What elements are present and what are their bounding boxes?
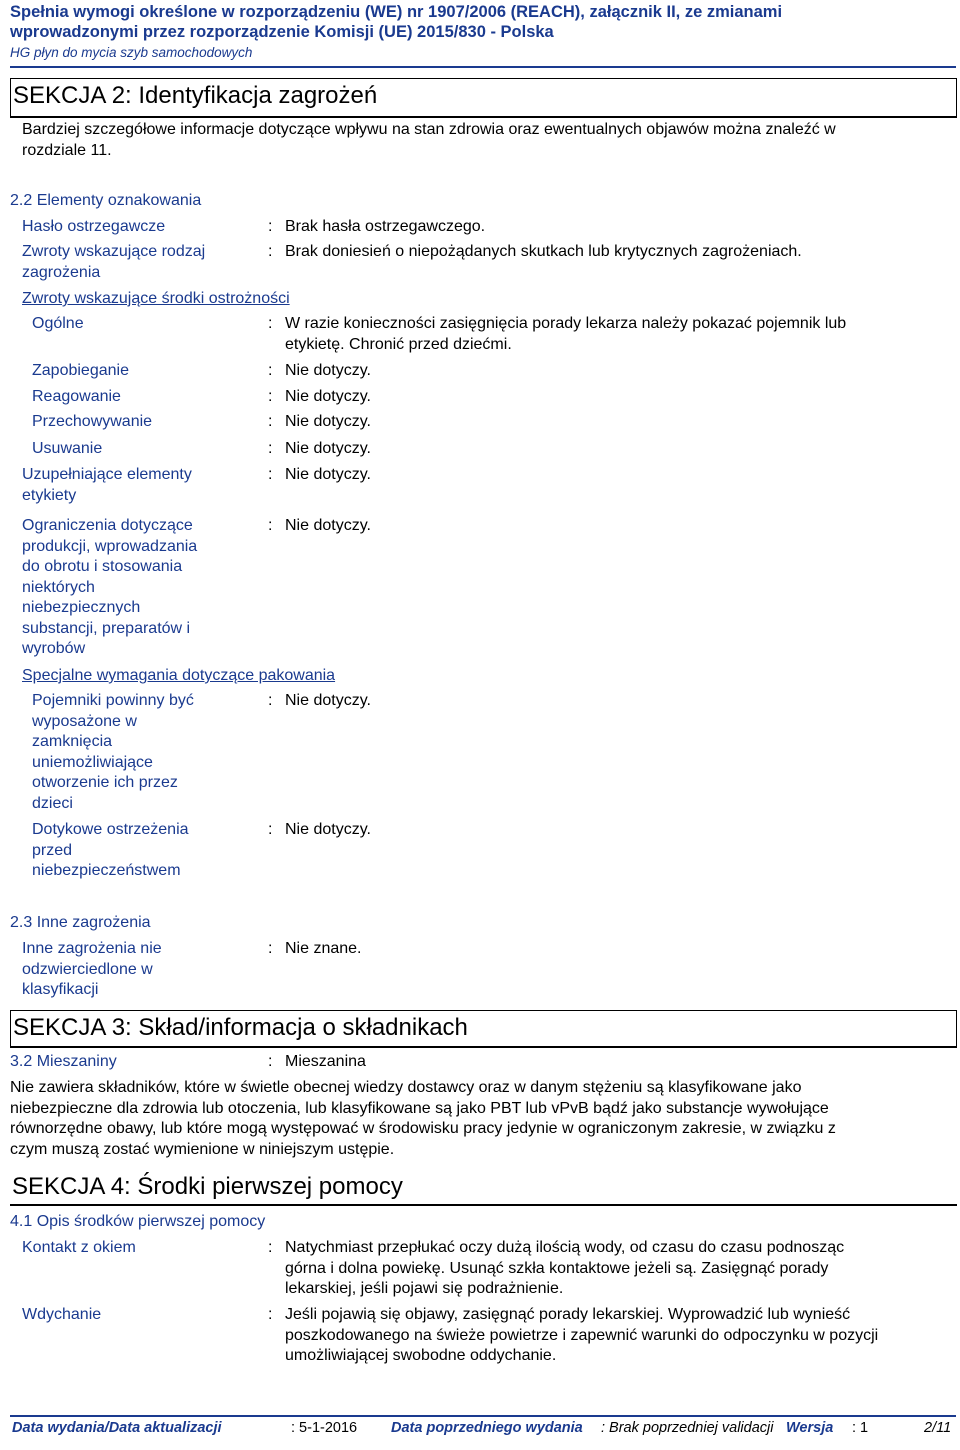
- restr-label-line-5: niebezpiecznych: [22, 599, 141, 616]
- para-line-2: niebezpieczne dla zdrowia lub otoczenia, lub klasyfikowane są jako PBT lub vPvB bądź jako substancje wywołujące: [10, 1099, 829, 1117]
- document-header-title: [10, 2, 955, 42]
- mixtures-label: 3.2 Mieszaniny: [10, 1053, 117, 1070]
- footer-version-label: Wersja: [786, 1420, 834, 1436]
- response-value: Nie dotyczy.: [285, 388, 371, 405]
- tactile-warning-value: Nie dotyczy.: [285, 821, 371, 838]
- restr-label-line-4: niektórych: [22, 578, 95, 596]
- general-value: [285, 314, 846, 355]
- colon-separator: :: [268, 440, 273, 457]
- subsection-2-3-heading: 2.3 Inne zagrożenia: [10, 914, 151, 931]
- hazard-statements-label: [22, 242, 205, 283]
- response-label: Reagowanie: [32, 388, 121, 405]
- restr-label-line-6: substancji, preparatów i: [22, 619, 191, 637]
- colon-separator: :: [268, 940, 273, 957]
- other-hazards-label: [22, 939, 162, 1001]
- restr-label-line-3: do obrotu i stosowania: [22, 558, 183, 575]
- hazard-label-line-1: Zwroty wskazujące rodzaj: [22, 243, 206, 260]
- child-label-line-2: wyposażone w: [32, 712, 137, 730]
- section-3-heading: [10, 1010, 957, 1048]
- intro-line-2: rozdziale 11.: [22, 141, 112, 159]
- section-4-title: SEKCJA 4: Środki pierwszej pomocy: [12, 1173, 403, 1200]
- para-line-3: równorzędne obawy, lub które mogą występować w środowisku pracy jedynie w ograniczonym zakresie, w związku z: [10, 1120, 836, 1137]
- tactile-warning-label: [32, 820, 189, 882]
- header-title-line1: Spełnia wymogi określone w rozporządzeniu (WE) nr 1907/2006 (REACH), załącznik II, ze zmianami: [10, 3, 783, 21]
- general-label: Ogólne: [32, 315, 84, 332]
- header-divider: [10, 66, 956, 68]
- supplemental-label-elements-label: [22, 465, 192, 506]
- other-label-line-1: Inne zagrożenia nie: [22, 940, 162, 957]
- prevention-label: Zapobieganie: [32, 362, 129, 379]
- colon-separator: :: [268, 243, 273, 260]
- signal-word-label: Hasło ostrzegawcze: [22, 218, 166, 235]
- colon-separator: :: [268, 362, 273, 379]
- child-resistant-value: Nie dotyczy.: [285, 692, 371, 709]
- restr-label-line-7: wyrobów: [22, 640, 86, 657]
- storage-value: Nie dotyczy.: [285, 413, 371, 430]
- colon-separator: :: [268, 218, 273, 235]
- eye-contact-value: [285, 1238, 844, 1300]
- footer-previous-label: Data poprzedniego wydania: [391, 1420, 583, 1436]
- eye-value-line-3: lekarskiej, jeśli pojawi się podrażnienie.: [285, 1280, 564, 1297]
- section-4-heading: [10, 1170, 957, 1206]
- child-label-line-6: dzieci: [32, 794, 73, 812]
- disposal-label: Usuwanie: [32, 440, 103, 457]
- restr-label-line-1: Ograniczenia dotyczące: [22, 517, 193, 534]
- colon-separator: :: [268, 1239, 273, 1256]
- inhalation-value: [285, 1305, 878, 1367]
- other-hazards-value: Nie znane.: [285, 940, 362, 957]
- restrictions-value: Nie dotyczy.: [285, 517, 371, 534]
- prevention-value: Nie dotyczy.: [285, 362, 371, 379]
- tactile-label-line-2: przed: [32, 841, 73, 859]
- footer-divider: [10, 1415, 956, 1417]
- section-2-intro: [22, 120, 836, 161]
- footer-issue-value: : 5-1-2016: [291, 1420, 358, 1436]
- section-2-title: SEKCJA 2: Identyfikacja zagrożeń: [13, 82, 378, 109]
- inh-value-line-1: Jeśli pojawią się objawy, zasięgnąć porady lekarskiej. Wyprowadzić lub wynieść: [285, 1306, 851, 1323]
- colon-separator: :: [268, 517, 273, 534]
- section-2-heading: [10, 78, 957, 118]
- restr-label-line-2: produkcji, wprowadzania: [22, 537, 198, 555]
- hazard-statements-value: Brak doniesień o niepożądanych skutkach lub krytycznych zagrożeniach.: [285, 243, 802, 260]
- eye-value-line-2: górna i dolna powiekę. Usunąć szkła kontaktowe jeżeli są. Zasięgnąć porady: [285, 1259, 829, 1277]
- mixtures-paragraph: [10, 1078, 956, 1160]
- child-label-line-1: Pojemniki powinny być: [32, 692, 194, 709]
- footer-previous-value: : Brak poprzedniej validacji: [601, 1420, 774, 1436]
- packaging-requirements-heading: Specjalne wymagania dotyczące pakowania: [22, 667, 336, 684]
- child-resistant-label: [32, 691, 194, 814]
- general-value-line-2: etykietę. Chronić przed dziećmi.: [285, 335, 512, 353]
- para-line-4: czym muszą zostać wymienione w niniejszym ustępie.: [10, 1140, 395, 1158]
- inh-value-line-2: poszkodowanego na świeże powietrze i zapewnić warunki do odpoczynku w pozycji: [285, 1326, 879, 1344]
- footer-page-number: 2/11: [924, 1420, 952, 1436]
- colon-separator: :: [268, 1306, 273, 1323]
- precautionary-statements-heading: Zwroty wskazujące środki ostrożności: [22, 290, 290, 307]
- intro-line-1: Bardziej szczegółowe informacje dotyczące wpływu na stan zdrowia oraz ewentualnych objawów można znaleźć w: [22, 121, 836, 138]
- supp-label-line-1: Uzupełniające elementy: [22, 466, 192, 483]
- signal-word-value: Brak hasła ostrzegawczego.: [285, 218, 486, 235]
- subsection-2-2-heading: 2.2 Elementy oznakowania: [10, 192, 202, 209]
- colon-separator: :: [268, 821, 273, 838]
- supplemental-label-elements-value: Nie dotyczy.: [285, 466, 371, 483]
- storage-label: Przechowywanie: [32, 413, 153, 430]
- footer-version-value: : 1: [852, 1420, 869, 1436]
- footer-issue-label: Data wydania/Data aktualizacji: [12, 1420, 222, 1436]
- subsection-4-1-heading: 4.1 Opis środków pierwszej pomocy: [10, 1213, 266, 1230]
- colon-separator: :: [268, 413, 273, 430]
- colon-separator: :: [268, 1053, 273, 1070]
- colon-separator: :: [268, 388, 273, 405]
- tactile-label-line-1: Dotykowe ostrzeżenia: [32, 821, 189, 838]
- section-3-title: SEKCJA 3: Skład/informacja o składnikach: [13, 1014, 468, 1041]
- header-title-line2: wprowadzonymi przez rozporządzenie Komisji (UE) 2015/830 - Polska: [10, 23, 554, 41]
- other-label-line-2: odzwierciedlone w: [22, 960, 153, 978]
- disposal-value: Nie dotyczy.: [285, 440, 371, 457]
- inh-value-line-3: umożliwiającej swobodne oddychanie.: [285, 1347, 557, 1364]
- tactile-label-line-3: niebezpieczeństwem: [32, 862, 181, 879]
- mixtures-value: Mieszanina: [285, 1053, 366, 1070]
- colon-separator: :: [268, 315, 273, 332]
- inhalation-label: Wdychanie: [22, 1306, 102, 1323]
- para-line-1: Nie zawiera składników, które w świetle obecnej wiedzy dostawcy oraz w danym stężeniu są klasyfikowane jako: [10, 1079, 802, 1096]
- restrictions-label: [22, 516, 197, 660]
- child-label-line-3: zamknięcia: [32, 733, 113, 750]
- child-label-line-5: otworzenie ich przez: [32, 774, 178, 791]
- colon-separator: :: [268, 692, 273, 709]
- other-label-line-3: klasyfikacji: [22, 981, 99, 998]
- eye-contact-label: Kontakt z okiem: [22, 1239, 136, 1256]
- eye-value-line-1: Natychmiast przepłukać oczy dużą ilością wody, od czasu do czasu podnosząc: [285, 1239, 845, 1256]
- hazard-label-line-2: zagrożenia: [22, 263, 101, 281]
- supp-label-line-2: etykiety: [22, 486, 77, 504]
- child-label-line-4: uniemożliwiające: [32, 753, 153, 771]
- product-name: HG płyn do mycia szyb samochodowych: [10, 45, 253, 60]
- colon-separator: :: [268, 466, 273, 483]
- general-value-line-1: W razie konieczności zasięgnięcia porady lekarza należy pokazać pojemnik lub: [285, 315, 847, 332]
